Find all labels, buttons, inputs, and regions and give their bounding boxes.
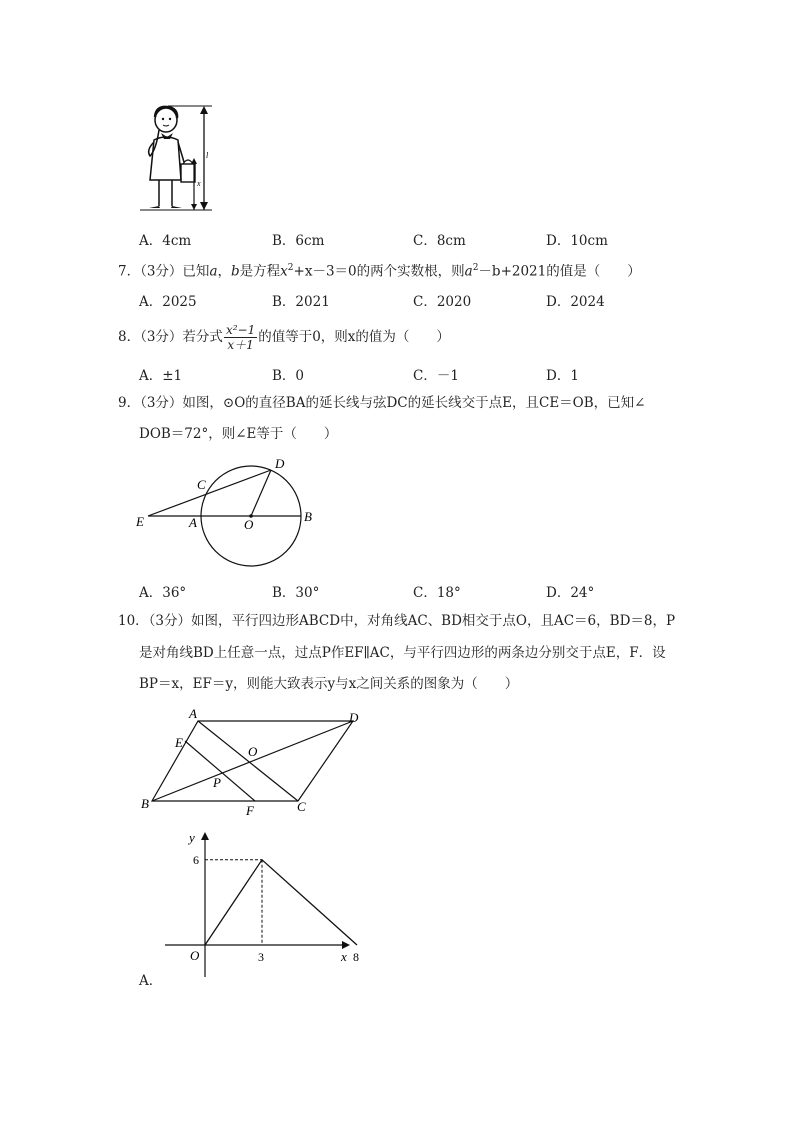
q7-eq-x: x	[280, 263, 288, 280]
q7-option-a: A．2025	[139, 294, 197, 310]
q9-label-a: A	[189, 515, 197, 530]
x-axis-label: x	[341, 949, 347, 964]
q10-segment-ef	[185, 741, 255, 801]
q8-option-b: B．0	[272, 368, 305, 384]
q8-fraction-denominator: x＋1	[227, 338, 254, 352]
q8-prefix: 8．（3分）若分式	[118, 329, 223, 345]
q7-expr-rest: －b+2021的值是（ ）	[478, 263, 641, 280]
q10-label-f: F	[246, 803, 254, 818]
y-tick-label-0: 6	[193, 852, 199, 867]
q8-option-c: C．－1	[413, 368, 459, 384]
q9-label-o: O	[244, 517, 254, 532]
q9-label-b: B	[304, 509, 312, 524]
q9-line-ed	[148, 470, 271, 516]
q7-var-b: b	[231, 263, 240, 280]
q7-option-d: D．2024	[546, 294, 605, 310]
q7-expr-a: a	[464, 263, 473, 280]
q7-comma: ，	[217, 263, 231, 280]
q10-graph-a-label: A．	[139, 973, 163, 989]
q8-fraction	[224, 323, 257, 352]
q9-figure	[130, 450, 330, 580]
q9-option-c: C．18°	[413, 585, 461, 601]
q6-option-c: C．8cm	[413, 233, 466, 249]
q7-text: 是方程	[239, 263, 281, 280]
q9-stem-line1: 9．（3分）如图，⊙O的直径BA的延长线与弦DC的延长线交于点E，且CE＝OB，已知∠	[118, 395, 646, 411]
q8-stem	[118, 320, 450, 354]
q10-stem-line3: BP＝x，EF＝y，则能大致表示y与x之间关系的图象为（ ）	[139, 676, 519, 692]
q9-option-d: D．24°	[546, 585, 595, 601]
q8-text: 的值等于0，则x的值为（ ）	[258, 329, 450, 345]
origin-label: O	[190, 948, 200, 963]
q10-figure	[135, 703, 375, 823]
series-line	[205, 860, 357, 945]
q6-label-l: l	[206, 151, 209, 160]
q7-expr-sup: 2	[472, 263, 479, 273]
q10-label-b: B	[141, 796, 149, 811]
q6-option-d: D．10cm	[546, 233, 608, 249]
q7-option-c: C．2020	[413, 294, 472, 310]
y-axis-arrow	[201, 832, 209, 840]
q6-option-a: A．4cm	[139, 233, 192, 249]
q6-figure	[132, 100, 222, 215]
q10-graph-a	[160, 822, 360, 982]
q7-eq-sup: 2	[287, 263, 294, 273]
q9-option-b: B．30°	[272, 585, 320, 601]
x-axis-arrow	[342, 941, 350, 949]
q7-stem	[118, 258, 641, 282]
q10-stem-line2: 是对角线BD上任意一点，过点P作EF∥AC，与平行四边形的两条边分别交于点E，F．设	[139, 645, 666, 661]
q7-var-a: a	[209, 263, 218, 280]
q8-option-d: D．1	[546, 368, 579, 384]
q9-stem-line2: DOB＝72°，则∠E等于（ ）	[139, 426, 338, 442]
q8-option-a: A．±1	[139, 368, 183, 384]
q7-prefix: 7．（3分）已知	[118, 263, 210, 280]
q9-option-a: A．36°	[139, 585, 187, 601]
q10-label-e: E	[175, 735, 183, 750]
q7-eq-rest: +x－3＝0的两个实数根，则	[293, 263, 465, 280]
x-tick-label-0: 3	[258, 950, 264, 964]
q9-label-e: E	[136, 514, 144, 529]
q8-fraction-numerator: x²−1	[225, 323, 256, 337]
q10-label-d: D	[349, 710, 359, 725]
y-axis-label: y	[189, 830, 195, 845]
q10-label-a: A	[189, 706, 197, 721]
q10-stem-line1: 10．（3分）如图，平行四边形ABCD中，对角线AC、BD相交于点O，且AC＝6，BD＝8，P	[118, 613, 676, 629]
q10-label-p: P	[213, 775, 221, 790]
q10-label-o: O	[248, 744, 258, 759]
q10-label-c: C	[297, 799, 306, 814]
q7-option-b: B．2021	[272, 294, 330, 310]
q9-label-c: C	[197, 477, 206, 492]
q6-option-b: B．6cm	[272, 233, 325, 249]
q10-diagonal-bd	[152, 721, 353, 801]
q6-label-x: x	[197, 179, 201, 188]
x-tick-label-1: 8	[353, 950, 359, 964]
q9-label-d: D	[275, 456, 285, 471]
